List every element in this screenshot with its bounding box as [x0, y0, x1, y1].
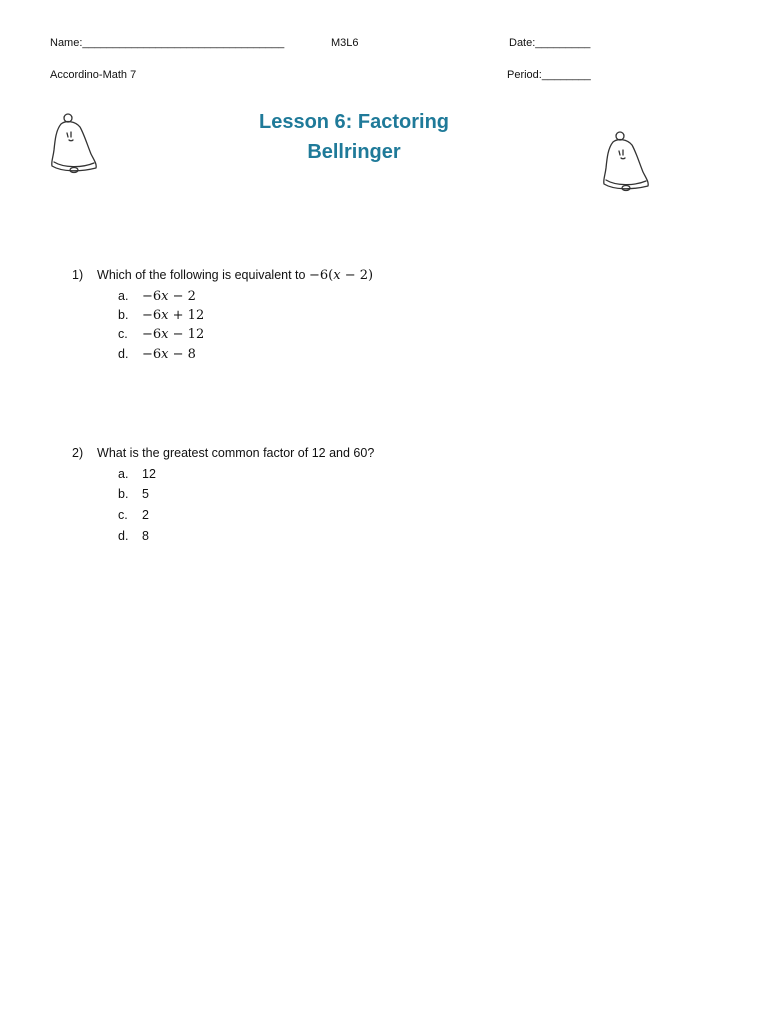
date-field-label: Date:_________ [509, 37, 591, 49]
question-text: What is the greatest common factor of 12 and 60? [97, 446, 375, 460]
option-letter: d. [118, 347, 129, 361]
question-1 [72, 268, 373, 283]
question-number: 1) [72, 268, 84, 282]
option-letter: c. [118, 327, 128, 341]
option-a [118, 467, 156, 481]
course-name: Accordino-Math 7 [50, 69, 137, 81]
option-value: 8 [142, 529, 149, 543]
bell-icon [600, 128, 654, 196]
option-value: −6x + 12 [142, 308, 205, 323]
option-letter: a. [118, 289, 129, 303]
option-d [118, 347, 196, 362]
page-title: Lesson 6: Factoring [258, 111, 450, 133]
page-subtitle: Bellringer [307, 141, 401, 163]
question-2 [72, 446, 374, 460]
period-field-label: Period:________ [507, 69, 591, 81]
option-d [118, 529, 149, 543]
option-value: −6x − 12 [142, 327, 205, 342]
question-number: 2) [72, 446, 84, 460]
option-letter: c. [118, 508, 128, 522]
option-b [118, 487, 149, 501]
name-field-label: Name:_________________________________ [50, 37, 285, 49]
option-b [118, 308, 204, 323]
option-value: −6x − 8 [142, 347, 196, 362]
question-expression: −6(x − 2) [308, 268, 374, 283]
option-letter: d. [118, 529, 129, 543]
option-c [118, 508, 149, 522]
option-value: 2 [142, 508, 149, 522]
bell-icon [48, 110, 102, 178]
option-a [118, 289, 196, 304]
option-letter: b. [118, 487, 129, 501]
option-letter: a. [118, 467, 129, 481]
option-value: −6x − 2 [142, 289, 196, 304]
option-c [118, 327, 204, 342]
option-value: 12 [142, 467, 156, 481]
lesson-code: M3L6 [331, 37, 359, 49]
question-text: Which of the following is equivalent to [97, 268, 306, 282]
option-letter: b. [118, 308, 129, 322]
option-value: 5 [142, 487, 149, 501]
